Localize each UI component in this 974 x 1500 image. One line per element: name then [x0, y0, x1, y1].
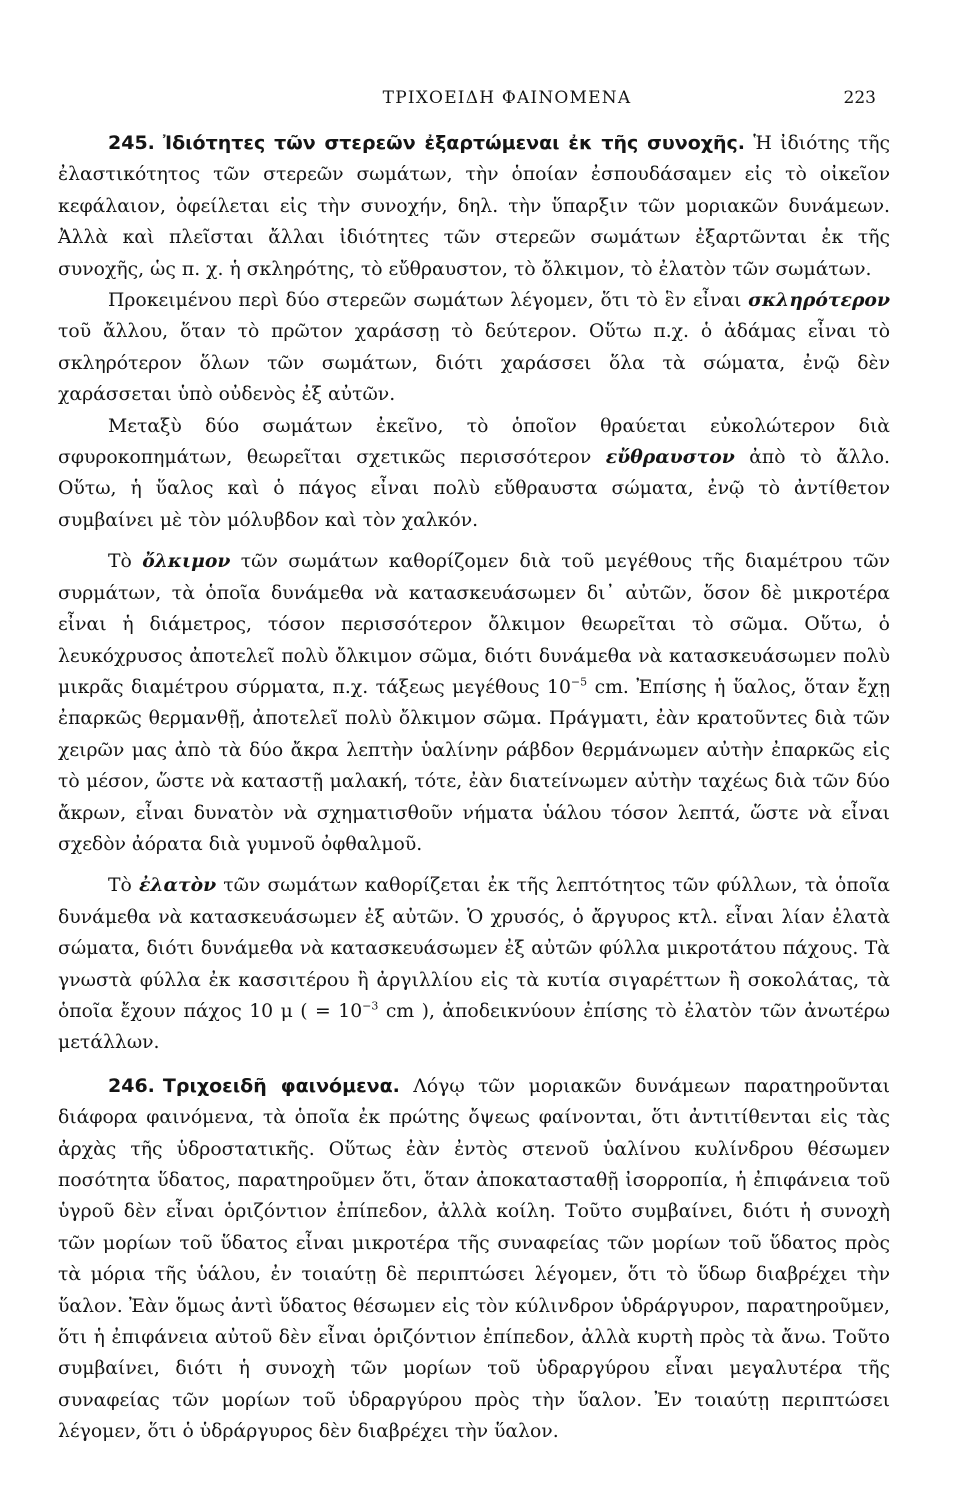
paragraph-text: Μεταξὺ δύο σωμάτων ἐκεῖνο, τὸ ὁποῖον θραύεται εὐκολώτερον διὰ σφυροκοπημάτων, θεωρεῖται σχετικῶς περισσότερον	[58, 415, 890, 469]
paragraph-hardness	[58, 285, 890, 411]
paragraph-text: ἀπὸ τὸ ἄλλο. Οὕτω, ἡ ὕαλος καὶ ὁ πάγος εἶναι πολὺ εὔθραυστα σώματα, ἐνῷ τὸ ἀντίθετον συμβαίνει μὲ τὸν μόλυβδον καὶ τὸν χαλκόν.	[58, 447, 890, 531]
paragraph-text: τῶν σωμάτων καθορίζεται ἐκ τῆς λεπτότητος τῶν φύλλων, τὰ ὁποῖα δυνάμεθα νὰ κατασκευάσωμεν ἐξ αὐτῶν. Ὁ χρυσός, ὁ ἄργυρος κτλ. εἶναι λίαν ἐλατὰ σώματα, διότι δυνάμεθα νὰ κατασκευάσωμεν ἐξ αὐτῶν φύλλα μικροτάτου πάχους. Τὰ γνωστὰ φύλλα ἐκ κασσιτέρου ἢ ἀργιλλίου εἰς τὰ κυτία σιγαρέττων ἢ σοκολάτας, τὰ ὁποῖα ἔχουν πάχος 10 μ ( = 10	[58, 875, 890, 1022]
page-header	[138, 86, 876, 116]
section-title: Ἰδιότητες τῶν στερεῶν ἐξαρτώμεναι ἐκ τῆς συνοχῆς.	[162, 132, 746, 154]
exponent: −3	[362, 999, 379, 1013]
paragraph-malleability	[58, 870, 890, 1058]
paragraph-text: Τὸ	[108, 875, 139, 897]
page-body	[58, 128, 890, 1448]
paragraph-brittleness	[58, 411, 890, 537]
paragraph-text: cm. Ἐπίσης ἡ ὕαλος, ὅταν ἔχῃ ἐπαρκῶς θερμανθῇ, ἀποτελεῖ πολὺ ὄλκιμον σῶμα. Πράγματι, ἐὰν κρατοῦντες διὰ τῶν χειρῶν μας ἀπὸ τὰ δύο ἄκρα λεπτὴν ὑαλίνην ράβδον θερμάνωμεν αὐτὴν ἐπαρκῶς εἰς τὸ μέσον, ὥστε νὰ καταστῇ μαλακή, τότε, ἐὰν διατείνωμεν αὐτὴν ταχέως διὰ τῶν δύο ἄκρων, εἶναι δυνατὸν νὰ σχηματισθοῦν νήματα ὑάλου τόσον λεπτά, ὥστε νὰ εἶναι σχεδὸν ἀόρατα διὰ γυμνοῦ ὀφθαλμοῦ.	[58, 676, 891, 855]
section-245-intro	[58, 128, 890, 285]
section-number: 245.	[108, 132, 155, 154]
paragraph-text: Προκειμένου περὶ δύο στερεῶν σωμάτων λέγομεν, ὅτι τὸ ἓν εἶναι	[108, 290, 749, 312]
term-malleable: ἐλατὸν	[138, 874, 217, 897]
term-ductile: ὄλκιμον	[142, 550, 231, 573]
paragraph-text: Ἡ ἰδιότης τῆς ἐλαστικότητος τῶν στερεῶν σωμάτων, τὴν ὁποίαν ἐσπουδάσαμεν εἰς τὸ οἰκεῖον κεφάλαιον, ὀφείλεται εἰς τὴν συνοχήν, δηλ. τὴν ὕπαρξιν τῶν μοριακῶν δυνάμεων. Ἀλλὰ καὶ πλεῖσται ἄλλαι ἰδιότητες τῶν στερεῶν σωμάτων ἐξαρτῶνται ἐκ τῆς συνοχῆς, ὡς π. χ. ἡ σκληρότης, τὸ εὔθραυστον, τὸ ὄλκιμον, τὸ ἐλατὸν τῶν σωμάτων.	[58, 133, 890, 280]
paragraph-ductility	[58, 546, 890, 860]
running-title: ΤΡΙΧΟΕΙΔΗ ΦΑΙΝΟΜΕΝΑ	[382, 88, 632, 108]
paragraph-text: Λόγῳ τῶν μοριακῶν δυνάμεων παρατηροῦνται διάφορα φαινόμενα, τὰ ὁποῖα ἐκ πρώτης ὄψεως φαίνονται, ὅτι ἀντιτίθενται εἰς τὰς ἀρχὰς τῆς ὑδροστατικῆς. Οὕτως ἐὰν ἐντὸς στενοῦ ὑαλίνου κυλίνδρου θέσωμεν ποσότητα ὕδατος, παρατηροῦμεν ὅτι, ὅταν ἀποκατασταθῇ ἰσορροπία, ἡ ἐπιφάνεια τοῦ ὑγροῦ δὲν εἶναι ὁριζόντιον ἐπίπεδον, ἀλλὰ κοίλη. Τοῦτο συμβαίνει, διότι ἡ συνοχὴ τῶν μορίων τοῦ ὕδατος εἶναι μικροτέρα τῆς συναφείας τῶν μορίων τοῦ ὕδατος πρὸς τὰ μόρια τῆς ὑάλου, ἐν τοιαύτῃ δὲ περιπτώσει λέγομεν, ὅτι τὸ ὕδωρ διαβρέχει τὴν ὕαλον. Ἐὰν ὅμως ἀντὶ ὕδατος θέσωμεν εἰς τὸν κύλινδρον ὑδράργυρον, παρατηροῦμεν, ὅτι ἡ ἐπιφάνεια αὐτοῦ δὲν εἶναι ὁριζόντιον ἐπίπεδον, ἀλλὰ κυρτὴ πρὸς τὰ ἄνω. Τοῦτο συμβαίνει, διότι ἡ συνοχὴ τῶν μορίων τοῦ ὑδραργύρου εἶναι μεγαλυτέρα τῆς συναφείας τῶν μορίων τοῦ ὑδραργύρου πρὸς τὴν ὕαλον. Ἐν τοιαύτῃ περιπτώσει λέγομεν, ὅτι ὁ ὑδράργυρος δὲν διαβρέχει τὴν ὕαλον.	[58, 1075, 890, 1443]
section-title: Τριχοειδῆ φαινόμενα.	[162, 1074, 400, 1097]
page-number: 223	[843, 88, 876, 108]
paragraph-text: τῶν σωμάτων καθορίζομεν διὰ τοῦ μεγέθους τῆς διαμέτρου τῶν συρμάτων, τὰ ὁποῖα δυνάμεθα νὰ κατασκευάσωμεν δι᾿ αὐτῶν, ὅσον δὲ μικροτέρα εἶναι ἡ διάμετρος, τόσον περισσότερον ὄλκιμον θεωρεῖται τὸ σῶμα. Οὕτω, ὁ λευκόχρυσος ἀποτελεῖ πολὺ ὄλκιμον σῶμα, διότι δυνάμεθα νὰ κατασκευάσωμεν πολὺ μικρᾶς διαμέτρου σύρματα, π.χ. τάξεως μεγέθους 10	[58, 551, 890, 698]
section-number: 246.	[108, 1074, 155, 1097]
paragraph-text: cm ), ἀποδεικνύουν ἐπίσης τὸ ἐλατὸν τῶν ἀνωτέρω μετάλλων.	[58, 1000, 890, 1054]
paragraph-text: τοῦ ἄλλου, ὅταν τὸ πρῶτον χαράσσῃ τὸ δεύτερον. Οὕτω π.χ. ὁ ἀδάμας εἶναι τὸ σκληρότερον ὅλων τῶν σωμάτων, διότι χαράσσει ὅλα τὰ σώματα, ἐνῷ δὲν χαράσσεται ὑπὸ οὐδενὸς ἐξ αὐτῶν.	[58, 321, 890, 406]
section-246-intro	[58, 1071, 890, 1448]
exponent: −5	[570, 675, 588, 689]
term-brittle: εὔθραυστον	[605, 446, 735, 469]
paragraph-text: Τὸ	[108, 551, 143, 573]
term-harder: σκληρότερον	[748, 289, 890, 312]
